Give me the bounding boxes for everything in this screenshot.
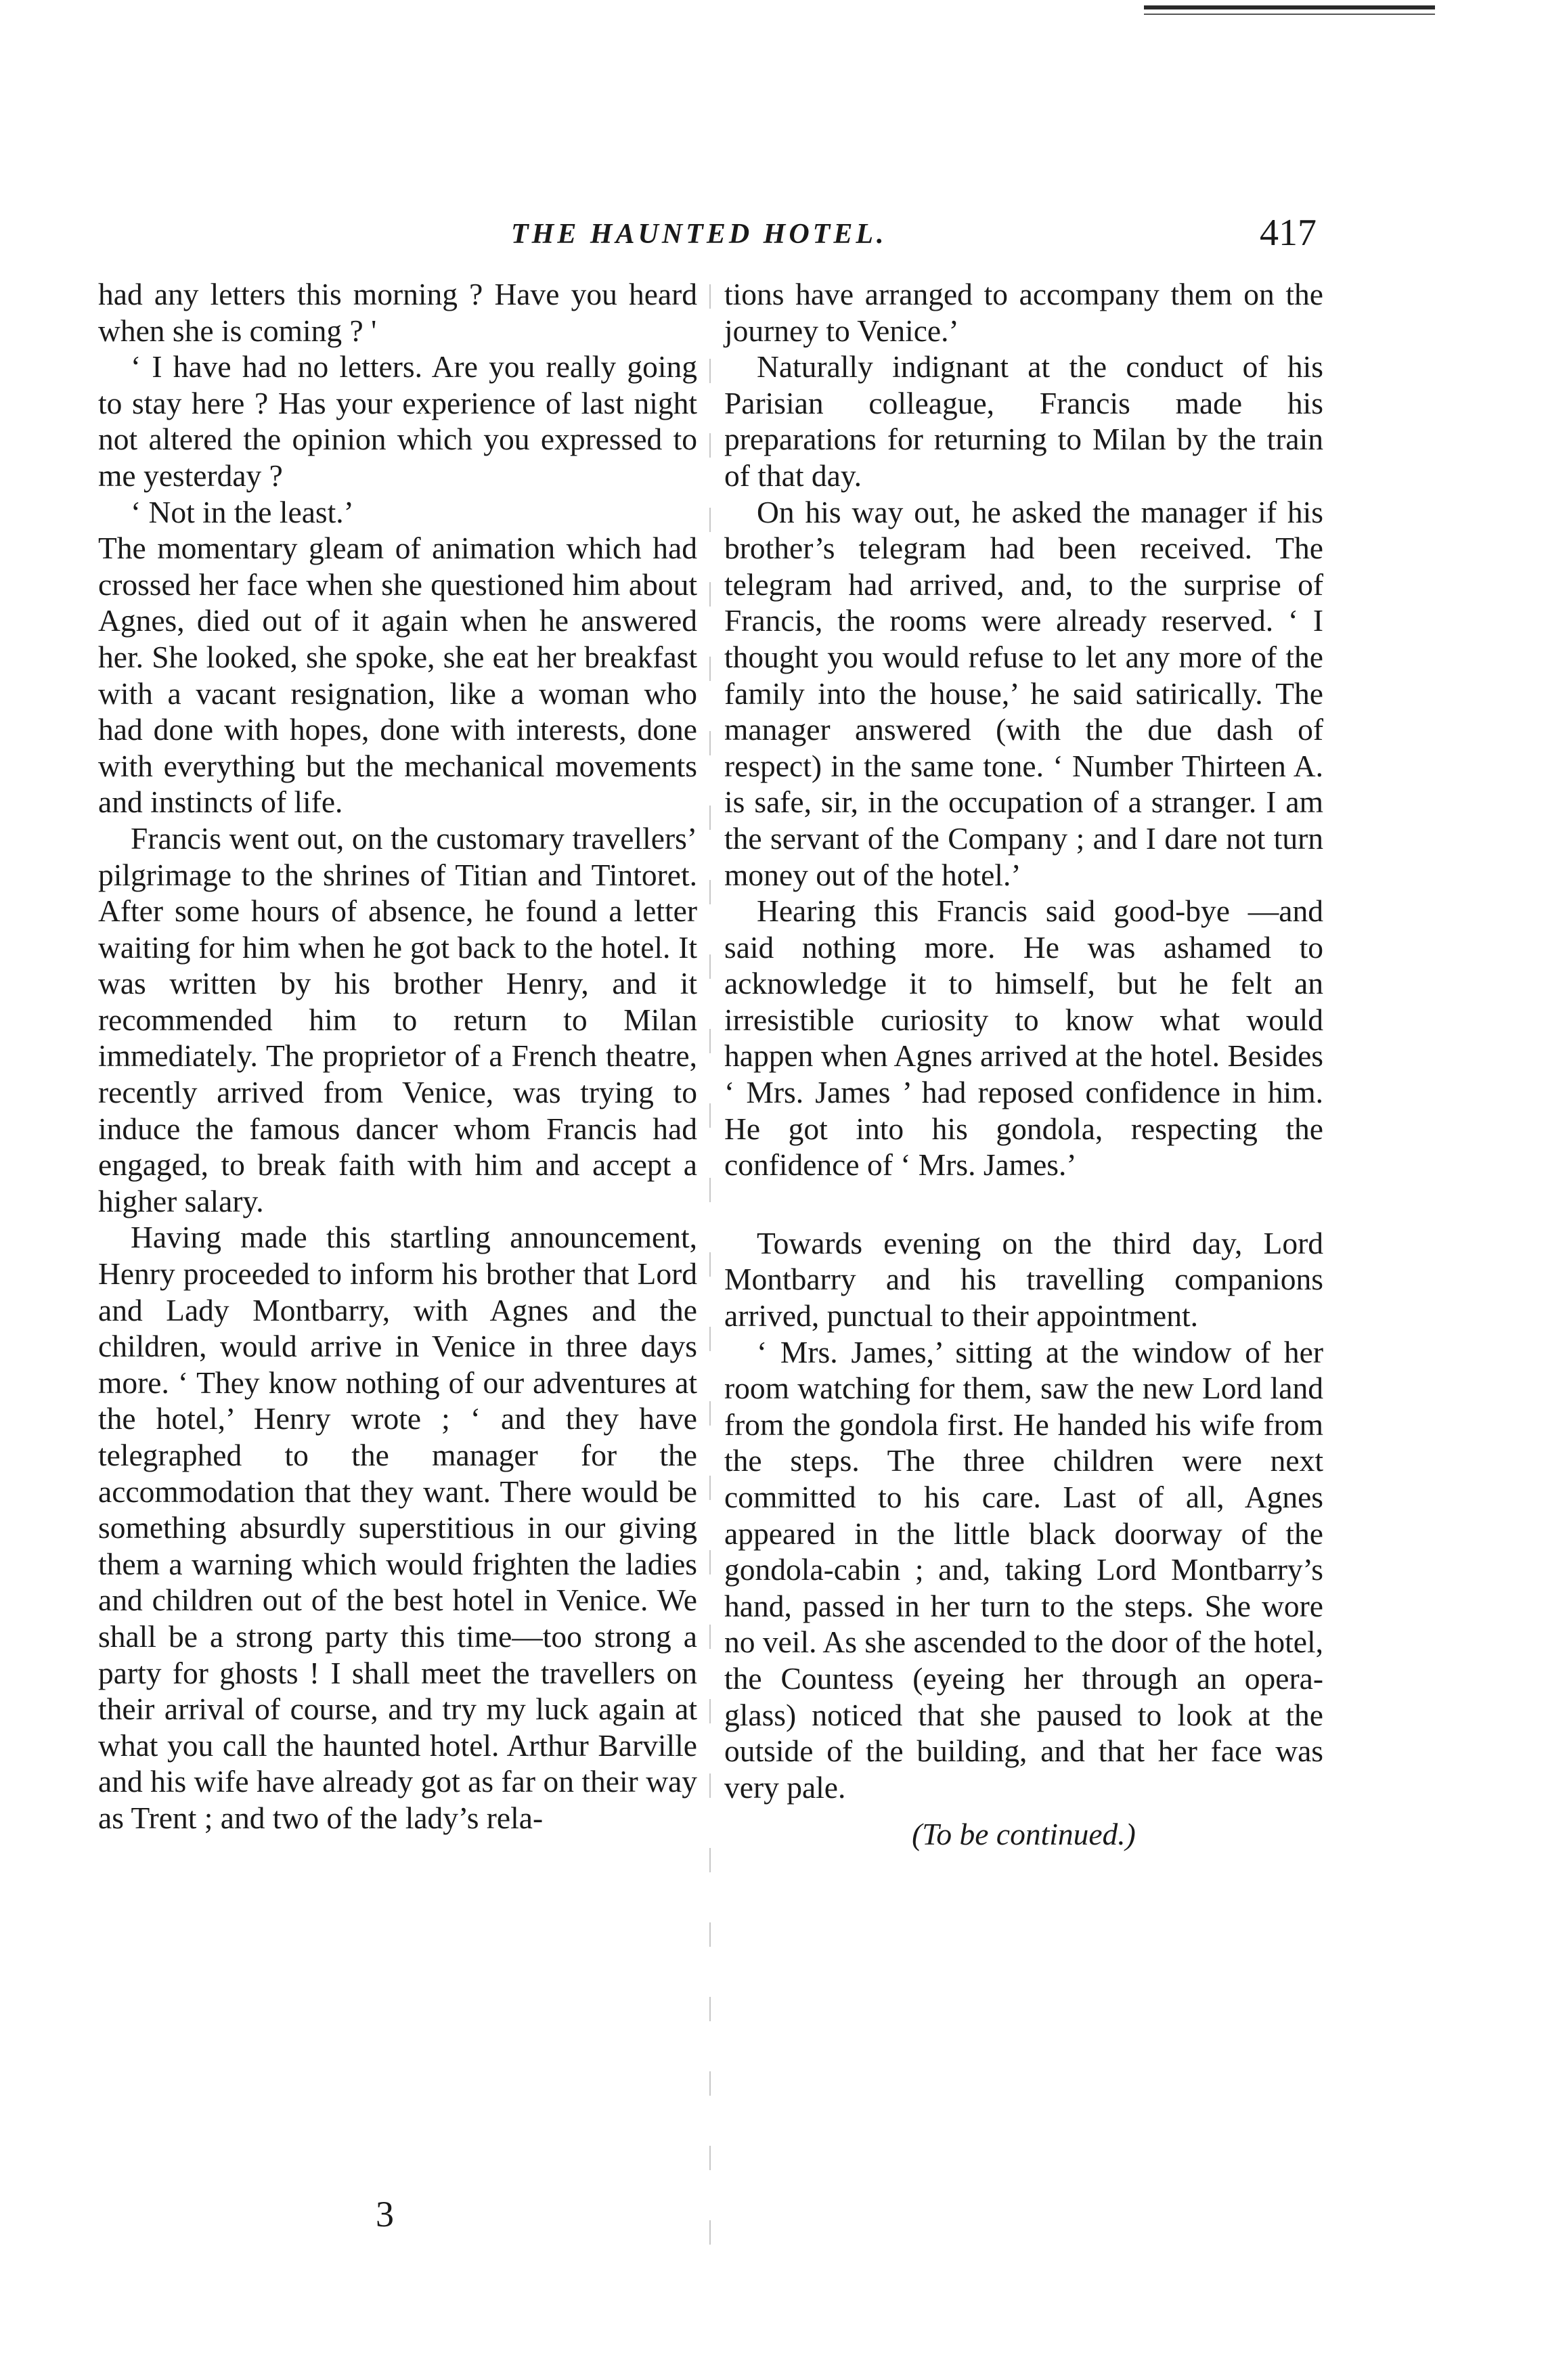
paragraph: ‘ Not in the least.’ <box>131 494 354 529</box>
paragraph: Towards evening on the third day, Lord Montbarry and his travelling companions arrived, punctual to their appointment. <box>724 1225 1323 1334</box>
right-column <box>724 276 1323 1853</box>
paragraph: Hearing this Francis said good-bye —and said nothing more. He was ashamed to acknowledge it to himself, but he felt an irresistible curiosity to know what would happen when Agnes arrived at the hotel. Besides ‘ Mrs. James ’ had reposed confidence in him. He got into his gondola, respecting the confidence of ‘ Mrs. James.’ <box>724 894 1323 1183</box>
page-header <box>98 212 1317 256</box>
signature-mark: 3 <box>376 2194 394 2234</box>
paragraph: Francis went out, on the customary travellers’ pilgrimage to the shrines of Titian and Tintoret. After some hours of absence, he found a letter waiting for him when he got back to the hotel. It was written by his brother Henry, and it recommended him to return to Milan immediately. The proprietor of a French theatre, recently arrived from Venice, was trying to induce the famous dancer whom Francis had engaged, to break faith with him and accept a higher salary. <box>98 820 697 1218</box>
paragraph: ‘ Mrs. James,’ sitting at the window of her room watching for them, saw the new Lord land from the gondola first. He handed his wife from the steps. The three children were next committed to his care. Last of all, Agnes appeared in the little black doorway of the gondola-cabin ; and, taking Lord Montbarry’s hand, passed in her turn to the steps. She wore no veil. As she ascended to the door of the hotel, the Countess (eyeing her through an opera-glass) noticed that she paused to look at the outside of the building, and that her face was very pale. <box>724 1334 1323 1805</box>
running-title: THE HAUNTED HOTEL. <box>511 219 887 250</box>
paragraph: tions have arranged to accompany them on the journey to Venice.’ <box>724 277 1323 348</box>
paragraph: Naturally indignant at the conduct of his Parisian colleague, Francis made his preparations for returning to Milan by the train of that day. <box>724 349 1323 493</box>
paragraph: ‘ I have had no letters. Are you really going to stay here ? Has your experience of last night not altered the opinion which you expressed to me yesterday ? <box>98 349 697 493</box>
column-divider <box>709 284 711 2247</box>
paragraph: On his way out, he asked the manager if his brother’s telegram had been received. The telegram had arrived, and, to the surprise of Francis, the rooms were already reserved. ‘ I thought you would refuse to let any more of the family into the house,’ he said satirically. The manager answered (with the due dash of respect) in the same tone. ‘ Number Thirteen A. is safe, sir, in the occupation of a stranger. I am the servant of the Company ; and I dare not turn money out of the hotel.’ <box>724 494 1323 892</box>
page-number: 417 <box>1260 212 1317 254</box>
paragraph: The momentary gleam of animation which had crossed her face when she questioned him about Agnes, died out of it again when he answered her. She looked, she spoke, she eat her breakfast with a vacant resignation, like a woman who had done with hopes, done with interests, done with everything but the mechanical movements and instincts of life. <box>98 531 697 820</box>
paragraph: had any letters this morning ? Have you heard when she is coming ? ' <box>98 277 697 348</box>
to-be-continued: (To be continued.) <box>912 1817 1136 1852</box>
top-rule <box>1144 5 1435 9</box>
left-column <box>98 276 697 1836</box>
paragraph: Having made this startling announcement, Henry proceeded to inform his brother that Lord and Lady Montbarry, with Agnes and the children, would arrive in Venice in three days more. ‘ They know nothing of our adventures at the hotel,’ Henry wrote ; ‘ and they have telegraphed to the manager for the accommodation that they want. There would be something absurdly superstitious in our giving them a warning which would frighten the ladies and children out of the best hotel in Venice. We shall be a strong party this time—too strong a party for ghosts ! I shall meet the travellers on their arrival of course, and try my luck again at what you call the haunted hotel. Arthur Barville and his wife have already got as far on their way as Trent ; and two of the lady’s rela- <box>98 1220 697 1835</box>
top-rule-thin <box>1144 14 1435 15</box>
